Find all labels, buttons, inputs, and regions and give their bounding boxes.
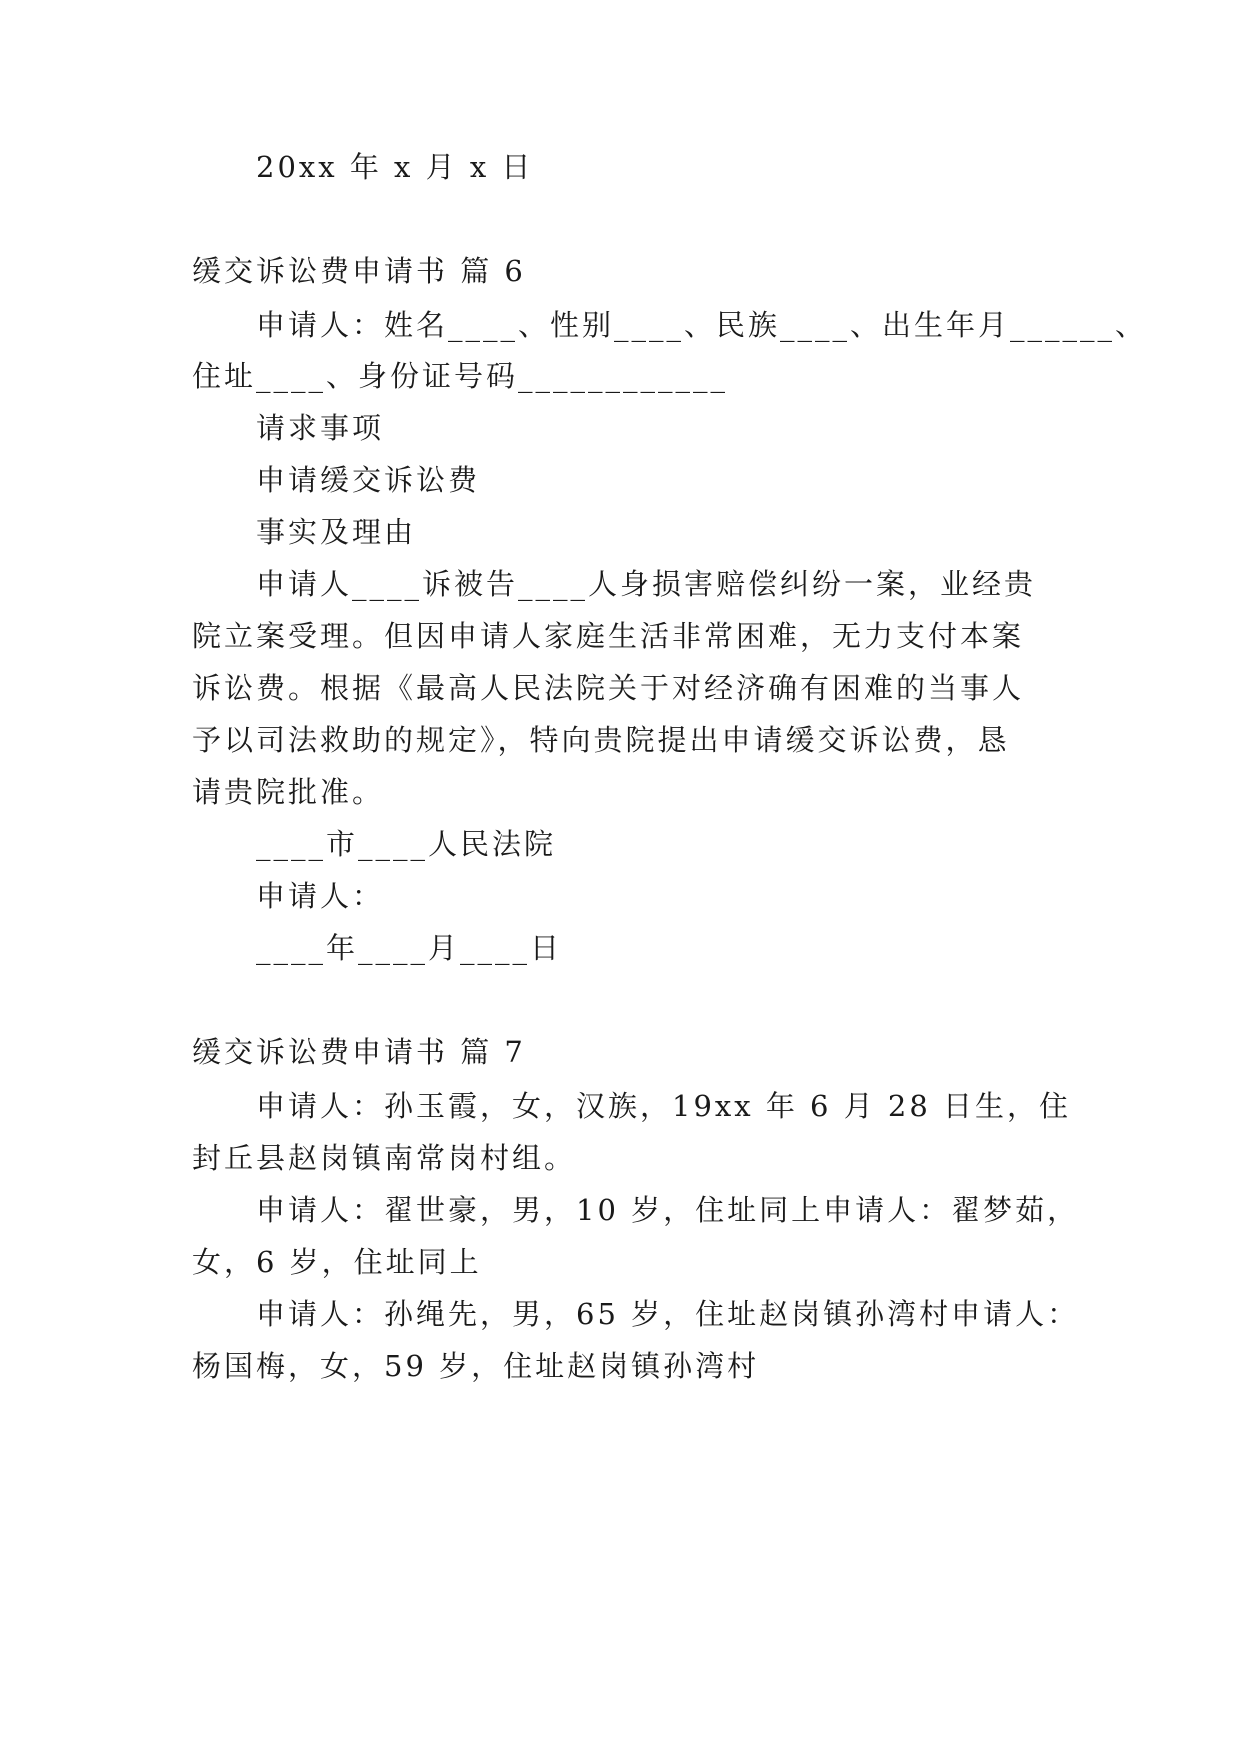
facts-line: 院立案受理。但因申请人家庭生活非常困难，无力支付本案 <box>192 619 1025 653</box>
section-7-line: 申请人：孙绳先，男，65 岁，住址赵岗镇孙湾村申请人： <box>256 1297 1080 1331</box>
section-7-line: 杨国梅，女，59 岁，住址赵岗镇孙湾村 <box>192 1349 760 1383</box>
facts-line: 请贵院批准。 <box>192 775 385 809</box>
section-7-title: 缓交诉讼费申请书 篇 7 <box>192 1035 526 1069</box>
facts-line: 诉讼费。根据《最高人民法院关于对经济确有困难的当事人 <box>192 671 1025 705</box>
facts-line: 申请人____诉被告____人身损害赔偿纠纷一案，业经贵 <box>256 567 1037 601</box>
section-7-line: 女，6 岁，住址同上 <box>192 1245 482 1279</box>
court-line: ____市____人民法院 <box>256 827 557 861</box>
date-line: 20xx 年 x 月 x 日 <box>256 150 534 184</box>
request-heading: 请求事项 <box>256 411 385 445</box>
date-blank-line: ____年____月____日 <box>256 931 563 965</box>
applicant-info-line-1: 申请人：姓名____、性别____、民族____、出生年月______、 <box>256 308 1148 342</box>
section-7-line: 申请人：翟世豪，男，10 岁，住址同上申请人：翟梦茹， <box>256 1193 1080 1227</box>
facts-heading: 事实及理由 <box>256 515 417 549</box>
request-text: 申请缓交诉讼费 <box>256 463 481 497</box>
section-6-title: 缓交诉讼费申请书 篇 6 <box>192 254 526 288</box>
applicant-info-line-2: 住址____、身份证号码____________ <box>192 359 729 393</box>
section-7-line: 申请人：孙玉霞，女，汉族，19xx 年 6 月 28 日生，住 <box>256 1089 1072 1123</box>
section-7-line: 封丘县赵岗镇南常岗村组。 <box>192 1141 577 1175</box>
facts-line: 予以司法救助的规定》，特向贵院提出申请缓交诉讼费，恳 <box>192 723 1010 757</box>
signature-line: 申请人： <box>256 879 385 913</box>
